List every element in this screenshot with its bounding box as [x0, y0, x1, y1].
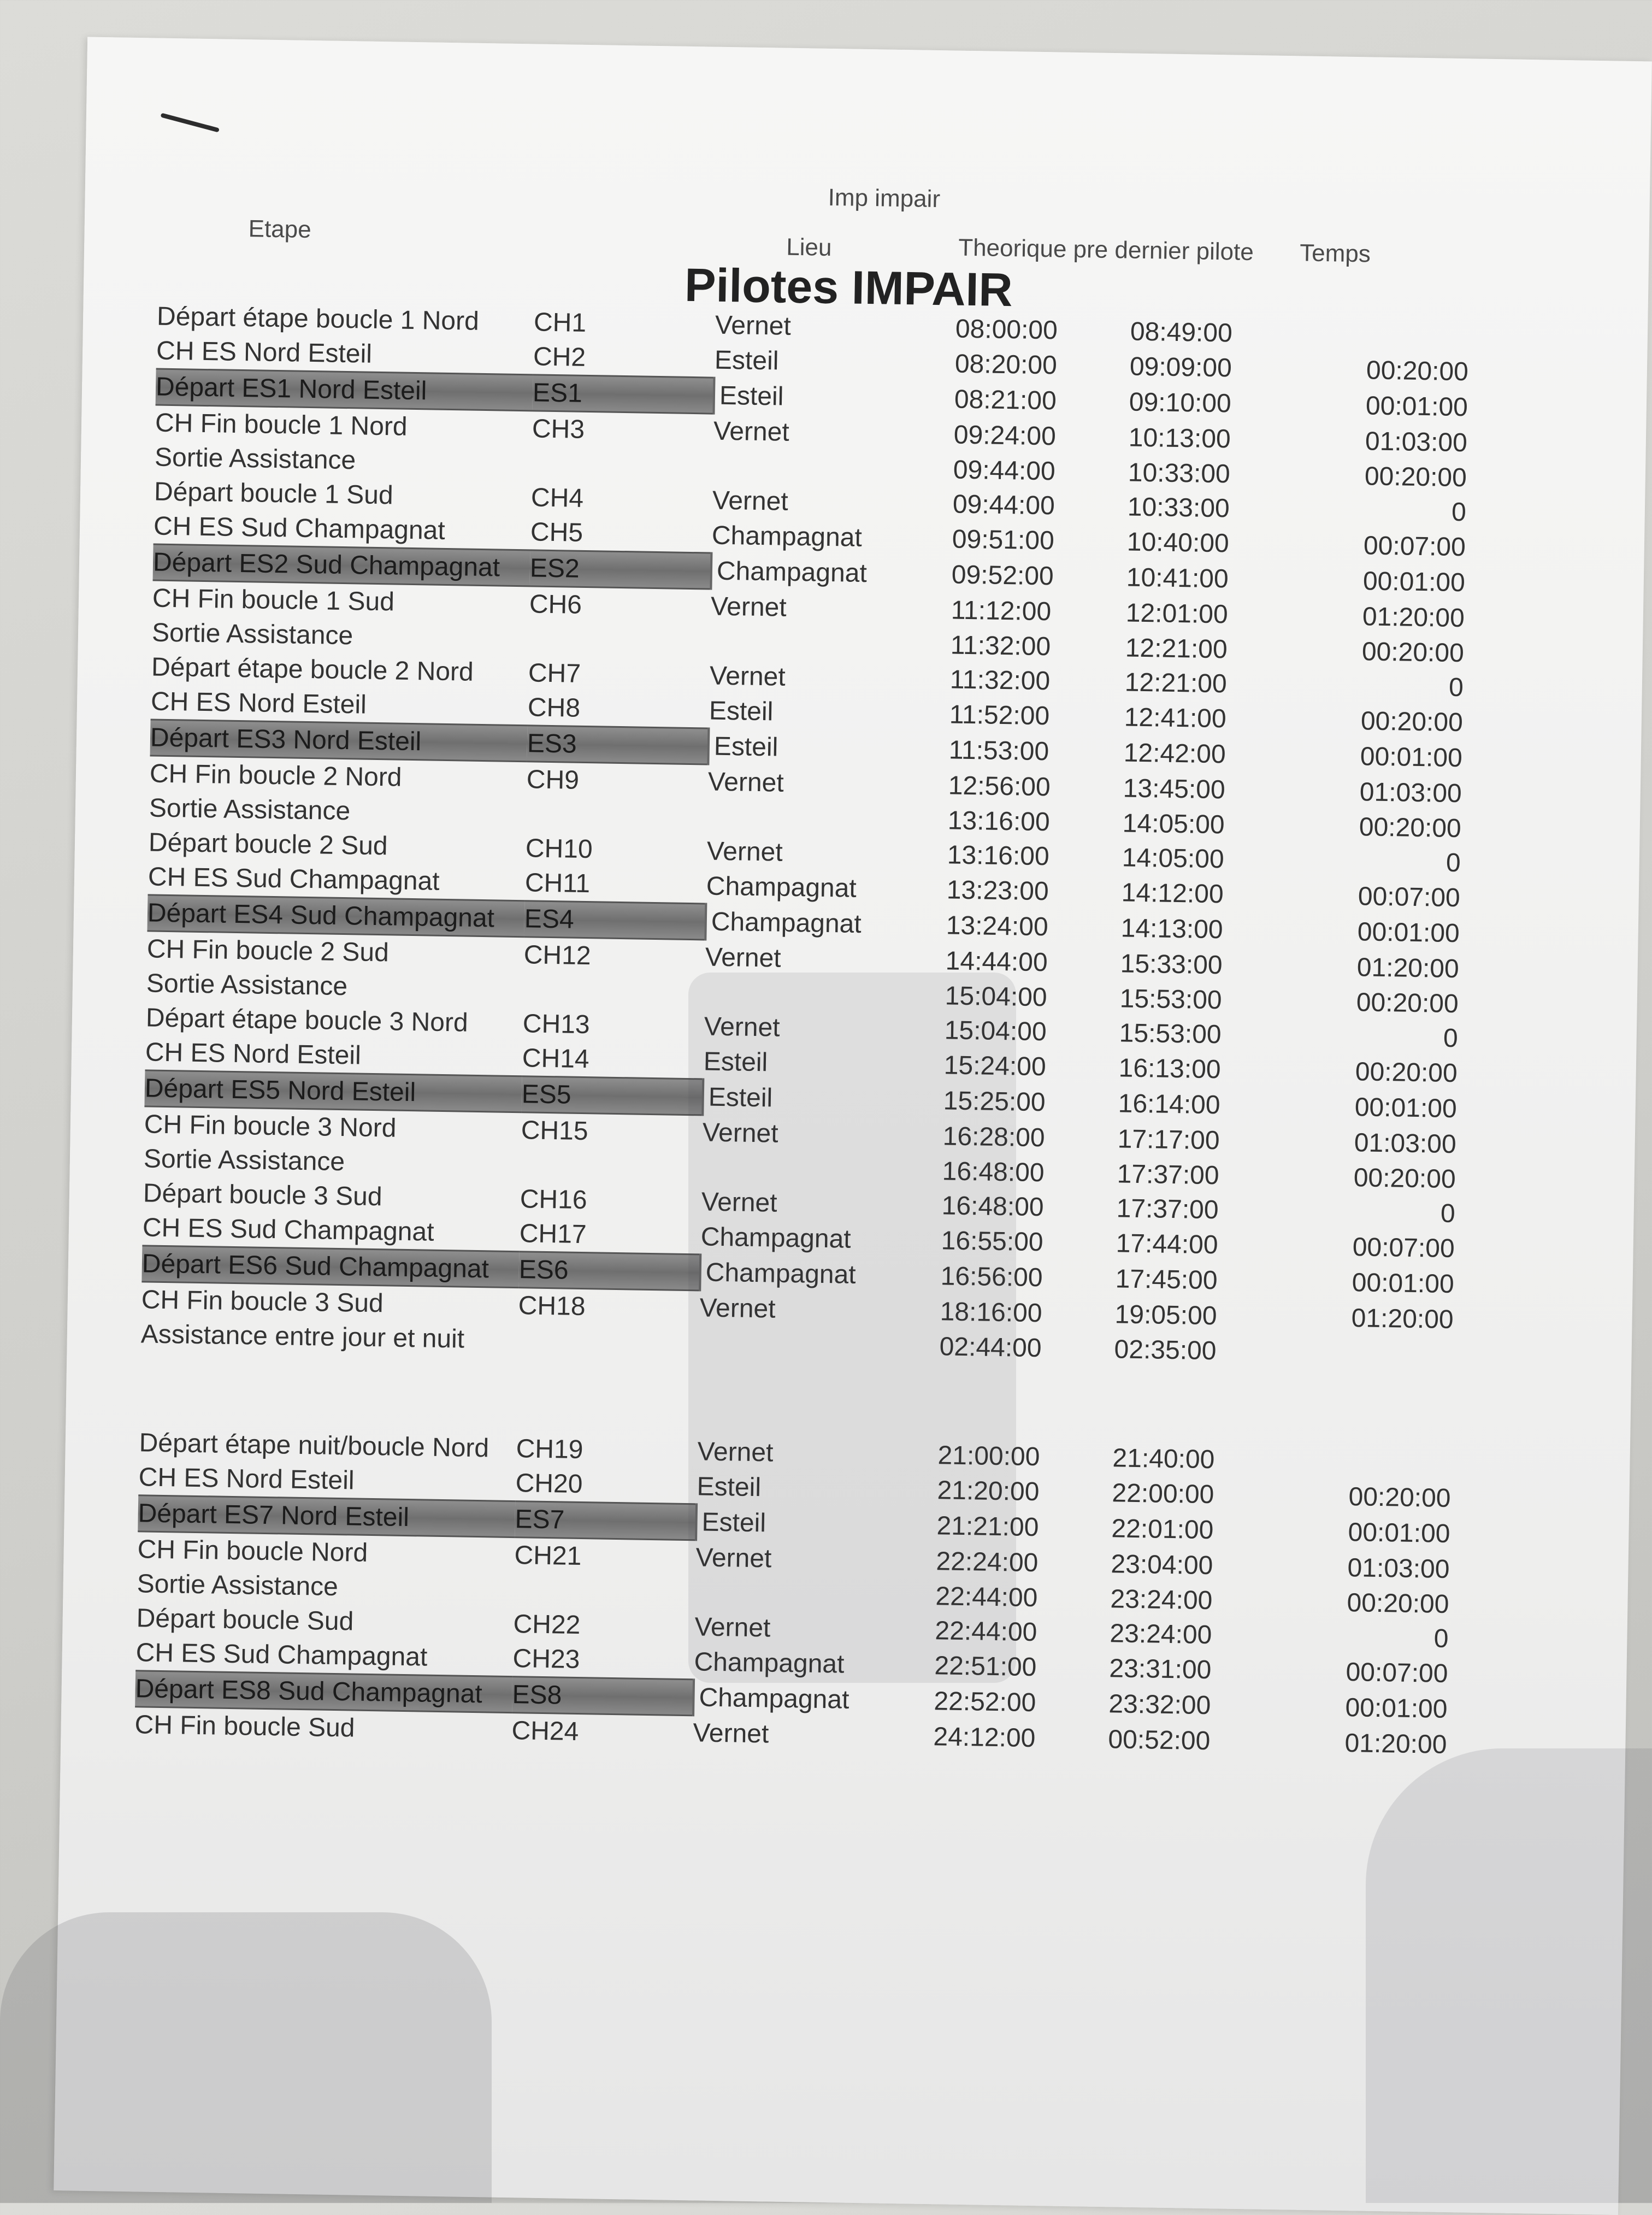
- cell-temps: 00:20:00: [1364, 462, 1467, 493]
- cell-etape: CH Fin boucle 2 Sud: [146, 934, 390, 968]
- cell-checkpoint: CH22: [513, 1610, 581, 1640]
- cell-etape: CH ES Sud Champagnat: [135, 1638, 428, 1672]
- page-title: Pilotes IMPAIR: [684, 258, 1013, 317]
- cell-time-theorique: 21:21:00: [936, 1511, 1039, 1542]
- cell-time-dernier-pilote: 14:05:00: [1122, 809, 1225, 840]
- cell-temps: 00:20:00: [1360, 706, 1464, 737]
- paper-sheet: [54, 37, 1652, 2215]
- cell-lieu: Vernet: [694, 1612, 771, 1643]
- cell-temps: 00:20:00: [1353, 1163, 1456, 1194]
- cell-temps: 00:01:00: [1362, 567, 1466, 598]
- cell-lieu: Champagnat: [711, 553, 952, 593]
- cell-temps: 00:20:00: [1356, 988, 1459, 1019]
- cell-temps: 0: [1443, 1023, 1459, 1053]
- cell-lieu: Vernet: [697, 1437, 774, 1468]
- cell-checkpoint: CH1: [533, 308, 587, 338]
- cell-lieu: [707, 800, 948, 838]
- cell-temps: 01:20:00: [1351, 1304, 1454, 1335]
- cell-time-dernier-pilote: 14:13:00: [1120, 914, 1224, 945]
- cell-time-dernier-pilote: 22:01:00: [1111, 1514, 1214, 1545]
- cell-lieu: Esteil: [708, 728, 949, 768]
- cell-time-theorique: 08:21:00: [954, 385, 1057, 416]
- cell-time-theorique: 15:04:00: [945, 981, 1048, 1012]
- cell-time-dernier-pilote: 16:13:00: [1118, 1053, 1222, 1085]
- cell-checkpoint: ES2: [529, 550, 711, 589]
- cell-checkpoint: ES4: [524, 901, 706, 940]
- cell-time-dernier-pilote: 23:31:00: [1109, 1654, 1212, 1684]
- cell-temps: 01:20:00: [1356, 953, 1460, 984]
- cell-time-theorique: 15:04:00: [944, 1016, 1047, 1047]
- cell-time-dernier-pilote: 13:45:00: [1123, 774, 1226, 805]
- cell-etape: Sortie Assistance: [151, 618, 353, 651]
- cell-temps: 00:20:00: [1361, 637, 1465, 668]
- cell-temps: 00:01:00: [1345, 1693, 1448, 1724]
- cell-checkpoint: CH5: [530, 517, 583, 547]
- cell-checkpoint: CH14: [522, 1044, 590, 1074]
- cell-temps: 0: [1433, 1624, 1449, 1653]
- cell-time-dernier-pilote: 10:40:00: [1126, 527, 1230, 558]
- cell-temps: 00:20:00: [1347, 1588, 1449, 1619]
- cell-time-theorique: 13:23:00: [946, 875, 1049, 906]
- cell-time-dernier-pilote: 10:33:00: [1127, 492, 1230, 523]
- cell-etape: CH Fin boucle Sud: [134, 1710, 355, 1743]
- cell-etape: Départ boucle Sud: [136, 1604, 354, 1636]
- cell-lieu: Esteil: [714, 345, 779, 376]
- cell-checkpoint: CH16: [520, 1185, 587, 1215]
- cell-etape: CH Fin boucle 1 Nord: [155, 408, 408, 441]
- cell-etape: CH ES Nord Esteil: [138, 1463, 355, 1495]
- cell-temps: 01:03:00: [1354, 1128, 1457, 1159]
- cell-temps: 00:01:00: [1357, 917, 1460, 949]
- cell-etape: CH ES Nord Esteil: [145, 1038, 362, 1070]
- cell-time-dernier-pilote: 02:35:00: [1114, 1335, 1217, 1366]
- cell-time-theorique: 11:32:00: [949, 665, 1051, 696]
- cell-checkpoint: CH24: [511, 1716, 579, 1747]
- cell-temps: 00:01:00: [1352, 1268, 1455, 1299]
- column-header-etape: Etape: [248, 215, 312, 243]
- cell-temps: 00:20:00: [1355, 1057, 1458, 1088]
- cell-time-theorique: 09:51:00: [952, 525, 1055, 556]
- cell-etape: Assistance entre jour et nuit: [140, 1319, 465, 1354]
- cell-checkpoint: ES5: [521, 1076, 703, 1115]
- cell-etape: CH ES Nord Esteil: [156, 336, 373, 369]
- cell-checkpoint: CH17: [519, 1219, 587, 1250]
- cell-time-dernier-pilote: 23:32:00: [1108, 1689, 1211, 1721]
- cell-lieu: [695, 1575, 936, 1613]
- cell-time-theorique: 11:53:00: [948, 735, 1049, 767]
- cell-time-theorique: 08:00:00: [955, 314, 1058, 345]
- cell-time-theorique: 16:48:00: [941, 1191, 1045, 1222]
- cell-checkpoint: CH13: [522, 1009, 591, 1040]
- cell-checkpoint: [517, 1323, 699, 1360]
- cell-temps: 01:03:00: [1365, 427, 1468, 458]
- cell-lieu: [710, 625, 951, 663]
- cell-time-dernier-pilote: 12:21:00: [1125, 633, 1228, 664]
- cell-etape: Sortie Assistance: [146, 969, 348, 1002]
- cell-temps: 00:20:00: [1348, 1482, 1451, 1513]
- cell-time-theorique: 22:44:00: [935, 1616, 1037, 1647]
- cell-time-dernier-pilote: 12:01:00: [1125, 598, 1229, 629]
- cell-temps: 00:07:00: [1363, 531, 1466, 562]
- cell-lieu: Vernet: [709, 661, 786, 692]
- cell-checkpoint: CH18: [518, 1291, 586, 1322]
- cell-etape: Départ boucle 1 Sud: [154, 477, 394, 510]
- cell-time-theorique: 09:24:00: [953, 420, 1057, 451]
- cell-time-theorique: 21:00:00: [937, 1441, 1040, 1472]
- cell-etape: CH Fin boucle 3 Sud: [141, 1285, 384, 1318]
- cell-checkpoint: [514, 1572, 695, 1610]
- cell-checkpoint: [528, 621, 710, 658]
- cell-lieu: Champagnat: [705, 904, 946, 944]
- cell-lieu: Champagnat: [700, 1254, 941, 1294]
- column-header-lieu: Lieu: [786, 233, 832, 261]
- cell-lieu: Vernet: [715, 310, 792, 341]
- cell-time-dernier-pilote: 08:49:00: [1130, 317, 1233, 348]
- column-header-temps: Temps: [1299, 239, 1371, 268]
- cell-lieu: Vernet: [705, 942, 782, 973]
- cell-lieu: Champagnat: [694, 1647, 845, 1679]
- cell-lieu: Vernet: [712, 486, 789, 516]
- cell-time-dernier-pilote: 23:04:00: [1111, 1550, 1213, 1581]
- cell-temps: 00:01:00: [1348, 1518, 1450, 1549]
- cell-etape: CH Fin boucle 1 Sud: [152, 584, 395, 617]
- cell-etape: CH Fin boucle 2 Nord: [149, 759, 402, 792]
- schedule-table-day: [140, 299, 1470, 1372]
- cell-lieu: Vernet: [713, 416, 790, 447]
- cell-time-theorique: 08:20:00: [954, 349, 1058, 380]
- cell-lieu: [701, 1150, 942, 1188]
- cell-temps: 00:20:00: [1366, 356, 1469, 387]
- cell-checkpoint: ES8: [512, 1677, 694, 1716]
- cell-time-theorique: 15:25:00: [943, 1086, 1046, 1117]
- cell-checkpoint: [523, 972, 705, 1009]
- cell-time-dernier-pilote: 10:41:00: [1126, 563, 1229, 594]
- schedule-table-night: [134, 1425, 1453, 1763]
- cell-lieu: Champagnat: [693, 1680, 934, 1719]
- cell-temps: 00:01:00: [1365, 391, 1468, 422]
- caption-imp-impair: Imp impair: [828, 184, 941, 213]
- cell-etape: Départ ES1 Nord Esteil: [156, 369, 533, 411]
- cell-time-dernier-pilote: 17:45:00: [1115, 1264, 1218, 1295]
- cell-checkpoint: CH4: [530, 483, 584, 513]
- cell-time-theorique: 15:24:00: [943, 1051, 1047, 1082]
- cell-etape: Départ étape nuit/boucle Nord: [139, 1428, 489, 1463]
- cell-time-dernier-pilote: 19:05:00: [1114, 1300, 1217, 1331]
- cell-etape: Départ étape boucle 1 Nord: [156, 302, 480, 336]
- cell-time-dernier-pilote: 17:17:00: [1117, 1124, 1220, 1156]
- cell-temps: [1289, 1335, 1453, 1372]
- cell-temps: 0: [1440, 1199, 1456, 1229]
- cell-checkpoint: CH15: [521, 1116, 588, 1146]
- cell-checkpoint: [526, 797, 707, 834]
- cell-time-theorique: 13:24:00: [946, 911, 1049, 942]
- cell-lieu: Esteil: [697, 1472, 762, 1502]
- cell-time-dernier-pilote: 10:13:00: [1128, 423, 1231, 454]
- cell-time-dernier-pilote: 23:24:00: [1110, 1619, 1212, 1650]
- cell-temps: 00:01:00: [1354, 1093, 1458, 1124]
- cell-temps: 01:03:00: [1347, 1553, 1450, 1584]
- cell-lieu: Esteil: [713, 378, 954, 417]
- cell-checkpoint: CH21: [514, 1541, 582, 1571]
- cell-etape: Sortie Assistance: [154, 443, 356, 475]
- cell-time-theorique: 11:12:00: [951, 596, 1052, 627]
- cell-time-dernier-pilote: 23:24:00: [1110, 1584, 1213, 1616]
- cell-time-dernier-pilote: 09:09:00: [1129, 352, 1232, 383]
- cell-etape: CH ES Sud Champagnat: [148, 862, 440, 896]
- cell-time-theorique: 14:44:00: [945, 946, 1048, 977]
- cell-temps: 00:07:00: [1352, 1232, 1455, 1263]
- cell-time-theorique: 16:56:00: [940, 1262, 1043, 1293]
- cell-time-theorique: 22:44:00: [935, 1582, 1038, 1613]
- cell-lieu: Vernet: [707, 767, 784, 798]
- cell-etape: Départ ES4 Sud Champagnat: [147, 895, 524, 937]
- cell-time-dernier-pilote: 14:12:00: [1121, 878, 1224, 909]
- cell-lieu: Champagnat: [700, 1222, 852, 1254]
- cell-temps: 01:03:00: [1359, 777, 1462, 809]
- cell-time-theorique: 22:52:00: [934, 1687, 1036, 1718]
- cell-etape: CH Fin boucle 3 Nord: [144, 1110, 397, 1143]
- cell-time-theorique: 02:44:00: [939, 1332, 1042, 1363]
- cell-checkpoint: CH11: [524, 868, 591, 899]
- cell-lieu: Vernet: [701, 1187, 778, 1218]
- cell-lieu: [712, 449, 953, 487]
- cell-temps: [1305, 317, 1469, 355]
- cell-etape: CH Fin boucle Nord: [137, 1535, 368, 1568]
- cell-checkpoint: CH3: [532, 414, 585, 444]
- cell-etape: Départ étape boucle 2 Nord: [151, 652, 474, 687]
- cell-checkpoint: [532, 446, 713, 483]
- cell-etape: Départ ES7 Nord Esteil: [138, 1495, 515, 1537]
- cell-time-theorique: 24:12:00: [933, 1722, 1036, 1753]
- cell-etape: CH ES Sud Champagnat: [142, 1213, 434, 1247]
- cell-lieu: Vernet: [706, 836, 783, 867]
- cell-etape: Départ ES6 Sud Champagnat: [141, 1246, 519, 1288]
- cell-etape: Sortie Assistance: [137, 1569, 339, 1602]
- cell-time-theorique: 11:52:00: [949, 700, 1050, 731]
- cell-lieu: Esteil: [709, 696, 774, 727]
- cell-lieu: Vernet: [704, 1012, 781, 1042]
- cell-time-dernier-pilote: 16:14:00: [1118, 1089, 1220, 1120]
- cell-time-dernier-pilote: 00:52:00: [1108, 1725, 1211, 1756]
- cell-temps: 0: [1446, 848, 1461, 878]
- cell-etape: CH ES Sud Champagnat: [153, 511, 446, 545]
- cell-time-theorique: 22:51:00: [934, 1651, 1037, 1682]
- cell-checkpoint: CH20: [515, 1469, 583, 1499]
- cell-checkpoint: ES3: [527, 726, 709, 764]
- cell-temps: 0: [1448, 673, 1464, 703]
- cell-lieu: Vernet: [695, 1543, 772, 1574]
- cell-time-theorique: 09:44:00: [953, 455, 1056, 486]
- cell-etape: Départ étape boucle 3 Nord: [145, 1003, 469, 1038]
- cell-checkpoint: ES7: [515, 1501, 697, 1540]
- cell-checkpoint: CH9: [526, 765, 580, 795]
- cell-time-dernier-pilote: 17:44:00: [1116, 1229, 1218, 1260]
- cell-checkpoint: CH7: [528, 658, 581, 688]
- cell-time-dernier-pilote: 09:10:00: [1129, 387, 1232, 419]
- cell-etape: Départ ES8 Sud Champagnat: [135, 1671, 512, 1713]
- cell-time-dernier-pilote: 17:37:00: [1117, 1159, 1219, 1191]
- cell-time-theorique: 16:28:00: [942, 1122, 1045, 1153]
- cell-time-dernier-pilote: 14:05:00: [1122, 843, 1225, 874]
- cell-etape: Sortie Assistance: [149, 793, 351, 826]
- cell-checkpoint: CH23: [512, 1644, 580, 1675]
- column-header-theorique: Theorique pre dernier pilote: [958, 234, 1254, 266]
- cell-temps: 01:20:00: [1362, 602, 1465, 633]
- cell-time-theorique: 22:24:00: [936, 1547, 1039, 1578]
- cell-time-dernier-pilote: 15:53:00: [1119, 1018, 1222, 1050]
- cell-etape: Départ boucle 3 Sud: [143, 1179, 382, 1212]
- cell-lieu: Esteil: [696, 1504, 937, 1544]
- cell-checkpoint: CH19: [516, 1434, 583, 1465]
- cell-lieu: Vernet: [699, 1293, 776, 1324]
- cell-etape: Départ ES2 Sud Champagnat: [153, 544, 530, 586]
- cell-time-theorique: 09:44:00: [952, 490, 1055, 521]
- cell-time-dernier-pilote: 10:33:00: [1128, 458, 1231, 489]
- cell-time-theorique: 18:16:00: [940, 1297, 1042, 1328]
- cell-time-dernier-pilote: 15:33:00: [1120, 949, 1223, 980]
- cell-checkpoint: ES1: [533, 375, 715, 414]
- cell-lieu: Vernet: [710, 592, 787, 622]
- cell-time-theorique: 16:55:00: [941, 1226, 1044, 1257]
- cell-time-theorique: 12:56:00: [948, 771, 1051, 802]
- cell-checkpoint: CH8: [527, 693, 581, 723]
- cell-time-theorique: 16:48:00: [942, 1157, 1045, 1188]
- cell-lieu: Esteil: [703, 1047, 768, 1077]
- cell-time-dernier-pilote: 21:40:00: [1112, 1444, 1215, 1475]
- cell-temps: 00:07:00: [1346, 1657, 1448, 1688]
- cell-checkpoint: [520, 1147, 702, 1185]
- cell-temps: 00:01:00: [1360, 742, 1463, 773]
- cell-time-dernier-pilote: 17:37:00: [1116, 1194, 1219, 1225]
- cell-lieu: Vernet: [693, 1718, 769, 1749]
- pen-mark: [161, 113, 220, 132]
- cell-lieu: Champagnat: [706, 871, 857, 903]
- cell-lieu: [704, 975, 945, 1013]
- cell-temps: 0: [1451, 497, 1467, 527]
- cell-etape: Départ boucle 2 Sud: [148, 828, 388, 861]
- cell-time-dernier-pilote: 12:21:00: [1124, 668, 1228, 699]
- cell-time-theorique: 11:32:00: [950, 631, 1051, 662]
- cell-checkpoint: CH2: [533, 342, 586, 372]
- cell-lieu: Champagnat: [711, 521, 863, 552]
- cell-etape: Départ ES5 Nord Esteil: [144, 1070, 522, 1112]
- cell-checkpoint: ES6: [518, 1252, 700, 1291]
- cell-time-theorique: 13:16:00: [947, 806, 1051, 837]
- cell-checkpoint: CH12: [523, 940, 592, 971]
- cell-etape: CH ES Nord Esteil: [150, 687, 367, 720]
- cell-lieu: [699, 1326, 940, 1364]
- cell-etape: Sortie Assistance: [143, 1144, 345, 1177]
- cell-time-theorique: 09:52:00: [951, 560, 1054, 591]
- cell-time-theorique: 13:16:00: [947, 840, 1050, 871]
- cell-temps: 00:07:00: [1358, 881, 1461, 912]
- cell-temps: [1287, 1444, 1452, 1481]
- cell-lieu: Esteil: [703, 1079, 943, 1119]
- cell-time-dernier-pilote: 12:42:00: [1123, 738, 1226, 769]
- cell-time-dernier-pilote: 22:00:00: [1112, 1478, 1214, 1509]
- cell-checkpoint: CH6: [529, 590, 582, 620]
- cell-lieu: Vernet: [702, 1118, 778, 1148]
- cell-checkpoint: CH10: [525, 834, 593, 864]
- cell-temps: 00:20:00: [1359, 812, 1462, 844]
- cell-time-theorique: 21:20:00: [937, 1476, 1040, 1506]
- cell-etape: Départ ES3 Nord Esteil: [150, 720, 528, 762]
- cell-time-dernier-pilote: 15:53:00: [1119, 984, 1222, 1015]
- cell-time-dernier-pilote: 12:41:00: [1124, 703, 1227, 734]
- cell-temps: 01:20:00: [1344, 1729, 1447, 1760]
